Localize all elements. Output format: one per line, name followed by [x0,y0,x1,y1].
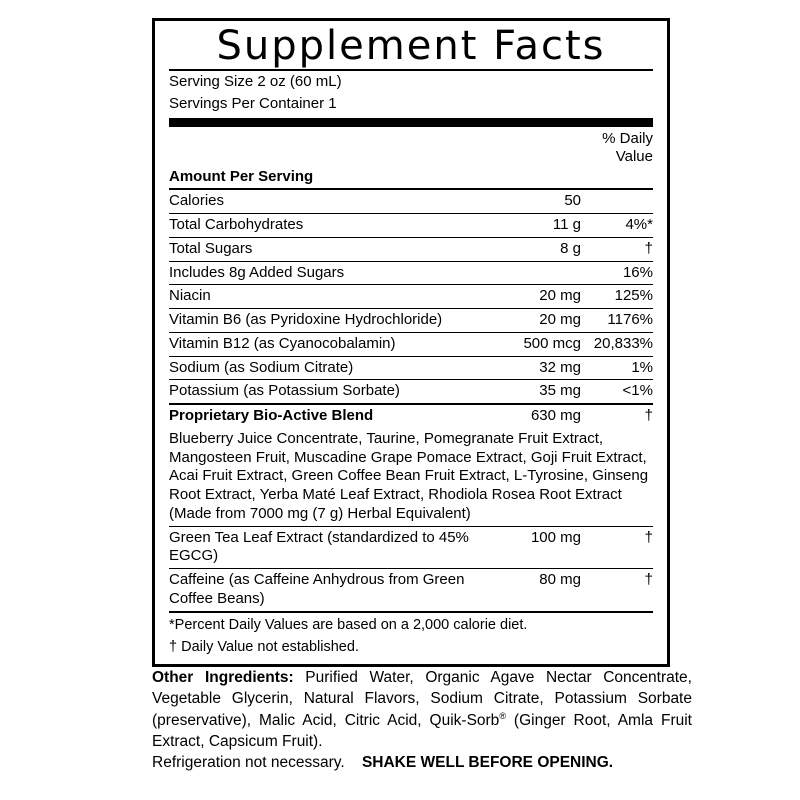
table-row [169,526,653,569]
nutrient-name: Total Sugars [169,237,511,261]
table-row [169,261,653,285]
table-row [169,356,653,380]
other-ingredients-block [152,668,692,774]
nutrient-dv: 16% [581,261,653,285]
table-row [169,214,653,238]
nutrient-amount: 20 mg [511,309,581,333]
registered-trademark-icon: ® [499,710,506,721]
blend-ingredients-row [169,428,653,526]
daily-value-header-line1: % Daily [602,129,653,147]
footnote-dagger: † Daily Value not established. [169,639,359,656]
supplement-facts-panel [152,18,670,667]
nutrient-amount: 35 mg [511,380,581,404]
table-row [169,285,653,309]
servings-per-container: Servings Per Container 1 [169,94,337,112]
nutrient-name: Vitamin B12 (as Cyanocobalamin) [169,332,511,356]
table-row [169,237,653,261]
table-row [169,309,653,333]
nutrient-name: Potassium (as Potassium Sorbate) [169,380,511,404]
table-row [169,189,653,213]
nutrient-amount: 20 mg [511,285,581,309]
nutrient-name: Calories [169,189,511,213]
amount-header-spacer [511,166,581,190]
nutrient-dv: † [581,526,653,569]
nutrient-amount: 11 g [511,214,581,238]
nutrient-name: Sodium (as Sodium Citrate) [169,356,511,380]
nutrient-dv: † [581,569,653,612]
nutrient-dv: 20,833% [581,332,653,356]
nutrient-name: Niacin [169,285,511,309]
nutrient-dv: <1% [581,380,653,404]
nutrient-name: Total Carbohydrates [169,214,511,238]
blend-ingredients: Blueberry Juice Concentrate, Taurine, Pomegranate Fruit Extract, Mangosteen Fruit, Muscadine Grape Pomace Extract, Goji Fruit Extract, Acai Fruit Extract, Green Coffee Bean Fruit Extract, L-Tyrosine, Ginseng Root Extract, Yerba Maté Leaf Extract, Rhodiola Rosea Root Extract (Made from 7000 mg (7 g) Herbal Equivalent) [169,428,653,526]
nutrient-dv: 1176% [581,309,653,333]
nutrient-amount: 100 mg [511,526,581,569]
nutrient-dv: † [581,237,653,261]
nutrient-amount: 500 mcg [511,332,581,356]
other-ingredients-label: Other Ingredients: [152,669,294,686]
daily-value-header-line2: Value [615,147,653,165]
blend-name: Proprietary Bio-Active Blend [169,407,374,424]
blend-row [169,404,653,428]
nutrient-amount: 80 mg [511,569,581,612]
nutrient-amount: 32 mg [511,356,581,380]
other-ingredients-text-part1: Purified Water, Organic Agave Nectar Concentrate, Vegetable Glycerin, Natural Flavors, Sodium Citrate, Potassium Sorbate (preservative), Malic Acid, Citric Acid, Quik-Sorb [152,669,692,729]
daily-value-header [169,127,653,166]
header-thick-divider [169,118,653,127]
nutrient-amount: 8 g [511,237,581,261]
nutrient-name: Includes 8g Added Sugars [169,261,511,285]
nutrient-dv: 4%* [581,214,653,238]
panel-title: Supplement Facts [216,23,606,69]
dv-header-spacer [581,166,653,190]
blend-amount: 630 mg [530,407,581,424]
footnote-daily-values: *Percent Daily Values are based on a 2,000 calorie diet. [169,616,528,633]
table-row [169,332,653,356]
nutrient-name: Vitamin B6 (as Pyridoxine Hydrochloride) [169,309,511,333]
nutrient-amount: 50 [511,189,581,213]
nutrient-amount [511,261,581,285]
other-ingredients-text-part2: (Ginger Root, Amla Fruit Extract, Capsicum Fruit). [152,712,692,750]
table-row [169,569,653,612]
table-row [169,380,653,404]
blend-dv: † [644,407,653,424]
nutrient-dv [581,189,653,213]
shake-well-note: SHAKE WELL BEFORE OPENING. [361,753,614,771]
nutrition-table [169,166,653,613]
refrigeration-note: Refrigeration not necessary. [152,753,345,771]
amount-per-serving-row [169,166,653,190]
amount-per-serving-label: Amount Per Serving [169,166,511,190]
nutrient-name: Green Tea Leaf Extract (standardized to 45% EGCG) [169,526,511,569]
nutrient-dv: 125% [581,285,653,309]
nutrient-dv: 1% [581,356,653,380]
nutrient-name: Caffeine (as Caffeine Anhydrous from Green Coffee Beans) [169,569,511,612]
serving-size: Serving Size 2 oz (60 mL) [169,73,342,90]
